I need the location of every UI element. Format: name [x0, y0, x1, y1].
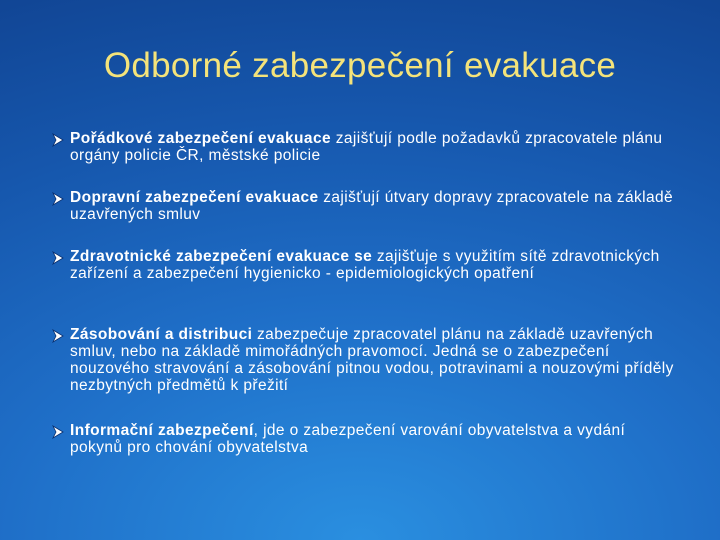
bullet-body: zajišťují útvary dopravy zpracovatele na základě uzavřených smluv — [70, 189, 674, 223]
arrowhead-bullet-icon — [52, 329, 66, 345]
bullet-text — [70, 189, 682, 223]
bullet-text — [70, 422, 682, 456]
bullet-heading: Dopravní zabezpečení evakuace — [70, 189, 319, 206]
arrowhead-bullet-icon — [52, 192, 66, 208]
bullet-heading: Zdravotnické zabezpečení evakuace se — [70, 248, 373, 265]
arrowhead-bullet-icon — [52, 133, 66, 149]
bullet-body: zabezpečuje zpracovatel plánu na základě uzavřených smluv, nebo na základě mimořádných pravomocí. Jedná se o zabezpečení nouzového stravování a zásobování pitnou vodou, potravinami a nouzovými příděly nezbytných předmětů k přežití — [70, 326, 674, 394]
bullet-heading: Zásobování a distribuci — [70, 326, 253, 343]
bullet-body: , jde o zabezpečení varování obyvatelstva a vydání pokynů pro chování obyvatelstva — [70, 422, 626, 456]
bullet-text — [70, 326, 682, 394]
slide-title: Odborné zabezpečení evakuace — [103, 46, 617, 85]
bullet-heading: Pořádkové zabezpečení evakuace — [70, 130, 331, 147]
bullet-body: zajišťuje s využitím sítě zdravotnických zařízení a zabezpečení hygienicko - epidemiologických opatření — [70, 248, 660, 282]
bullet-text — [70, 130, 682, 164]
bullet-heading: Informační zabezpečení — [70, 422, 254, 439]
arrowhead-bullet-icon — [52, 425, 66, 441]
bullet-body: zajišťují podle požadavků zpracovatele plánu orgány policie ČR, městské policie — [70, 130, 663, 164]
bullet-text — [70, 248, 682, 282]
arrowhead-bullet-icon — [52, 251, 66, 267]
